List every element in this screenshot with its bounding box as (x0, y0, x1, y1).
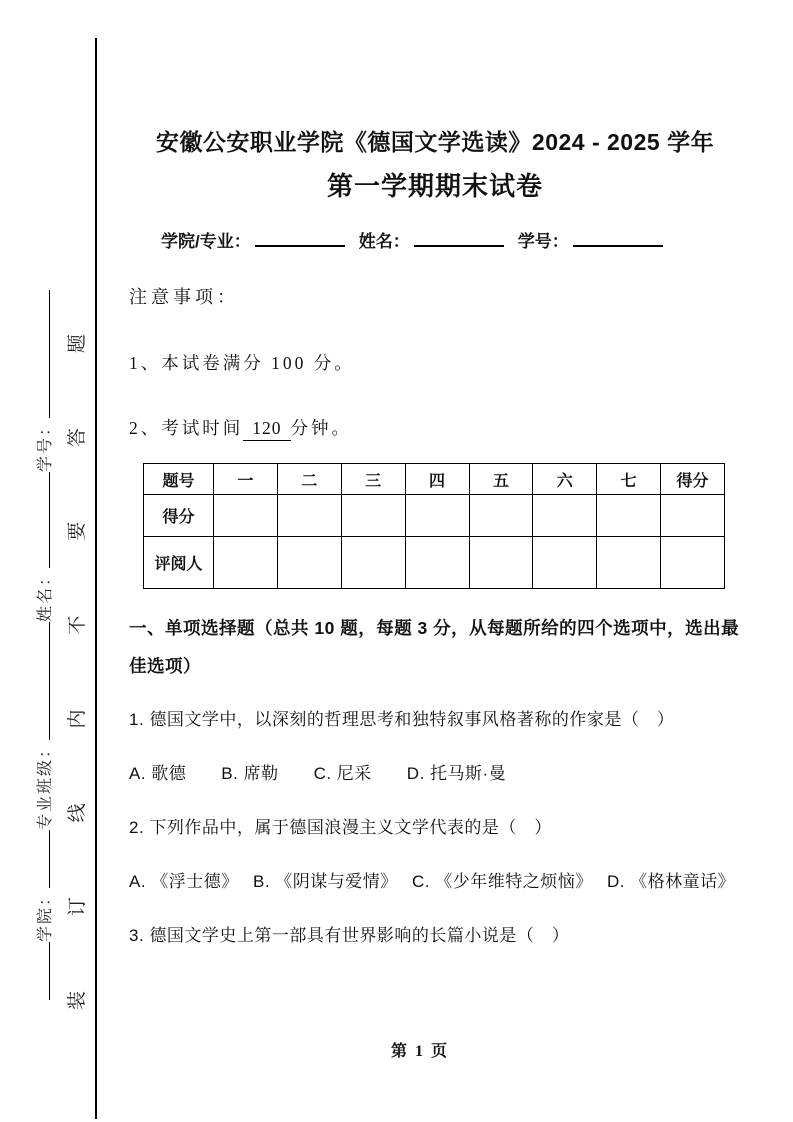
score-cell (277, 495, 341, 537)
reviewer-row (144, 537, 725, 589)
score-cell (341, 495, 405, 537)
binding-char: 线 (66, 803, 88, 823)
notices-block (129, 284, 741, 441)
notice-item-1: 1、本试卷满分 100 分。 (129, 353, 355, 373)
question-3-text: 3. 德国文学史上第一部具有世界影响的长篇小说是（ ） (129, 926, 570, 945)
reviewer-cell (533, 537, 597, 589)
reviewer-cell (214, 537, 278, 589)
reviewer-cell (405, 537, 469, 589)
score-cell (533, 495, 597, 537)
binding-char: 不 (66, 615, 88, 635)
score-cell (661, 495, 725, 537)
document-body (129, 0, 741, 971)
page-number: 第 1 页 (390, 1043, 449, 1060)
questions-section (129, 609, 741, 955)
score-table (143, 463, 725, 589)
reviewer-cell (341, 537, 405, 589)
blank-line (28, 942, 50, 1000)
reviewer-cell (661, 537, 725, 589)
header-cell-part-5: 五 (469, 464, 533, 495)
blank-line (255, 230, 345, 247)
blank-line (414, 230, 504, 247)
binding-char: 装 (66, 990, 88, 1010)
info-label-college-major: 学院/专业： (161, 232, 251, 251)
score-cell (597, 495, 661, 537)
score-row (144, 495, 725, 537)
binding-char: 答 (66, 427, 88, 447)
notice-2-prefix: 2、考试时间 (129, 418, 244, 438)
notice-2-suffix: 分钟。 (290, 418, 352, 438)
header-cell-part-4: 四 (405, 464, 469, 495)
blank-line (28, 472, 50, 568)
field-label-class: 专业班级： (37, 739, 54, 830)
binding-char: 要 (66, 521, 88, 541)
reviewer-cell (277, 537, 341, 589)
exam-title-line2: 第一学期期末试卷 (326, 171, 543, 201)
question-2-text: 2. 下列作品中，属于德国浪漫主义文学代表的是（ ） (129, 818, 552, 837)
row-label-reviewer: 评阅人 (144, 537, 214, 589)
field-label-name: 姓名： (37, 567, 54, 622)
sidebar-student-fields (28, 132, 62, 1000)
notice-item-2 (129, 416, 741, 441)
binding-char: 订 (66, 897, 88, 917)
header-cell-question-number: 题号 (144, 464, 214, 495)
notices-heading: 注意事项： (129, 287, 239, 307)
header-cell-total-score: 得分 (661, 464, 725, 495)
header-cell-part-3: 三 (341, 464, 405, 495)
binding-char: 内 (66, 709, 88, 729)
binding-char: 题 (66, 334, 88, 354)
exam-duration-value: 120 (243, 416, 290, 441)
question-2-options: A. 《浮士德》 B. 《阴谋与爱情》 C. 《少年维特之烦恼》 D. 《格林童话》 (129, 872, 736, 891)
blank-line (28, 622, 50, 740)
score-cell (214, 495, 278, 537)
score-cell (469, 495, 533, 537)
score-table-header-row (144, 464, 725, 495)
binding-divider-line (95, 38, 97, 1119)
student-info-line (129, 230, 741, 254)
blank-line (28, 290, 50, 418)
score-cell (405, 495, 469, 537)
reviewer-cell (469, 537, 533, 589)
field-label-college: 学院： (37, 887, 54, 942)
header-cell-part-6: 六 (533, 464, 597, 495)
blank-line (573, 230, 663, 247)
header-cell-part-7: 七 (597, 464, 661, 495)
exam-title-line1: 安徽公安职业学院《德国文学选读》2024 - 2025 学年 (155, 129, 715, 155)
info-label-name: 姓名： (358, 232, 410, 251)
header-cell-part-2: 二 (277, 464, 341, 495)
field-label-student-id: 学号： (37, 417, 54, 472)
row-label-score: 得分 (144, 495, 214, 537)
header-cell-part-1: 一 (214, 464, 278, 495)
reviewer-cell (597, 537, 661, 589)
blank-line (28, 830, 50, 888)
info-label-student-id: 学号： (517, 232, 569, 251)
question-1-text: 1. 德国文学中，以深刻的哲理思考和独特叙事风格著称的作家是（ ） (129, 710, 675, 729)
binding-line-text (60, 334, 90, 1010)
question-1-options: A. 歌德 B. 席勒 C. 尼采 D. 托马斯·曼 (129, 764, 507, 783)
section-1-heading: 一、单项选择题（总共 10 题，每题 3 分，从每题所给的四个选项中，选出最佳选项） (129, 618, 740, 676)
